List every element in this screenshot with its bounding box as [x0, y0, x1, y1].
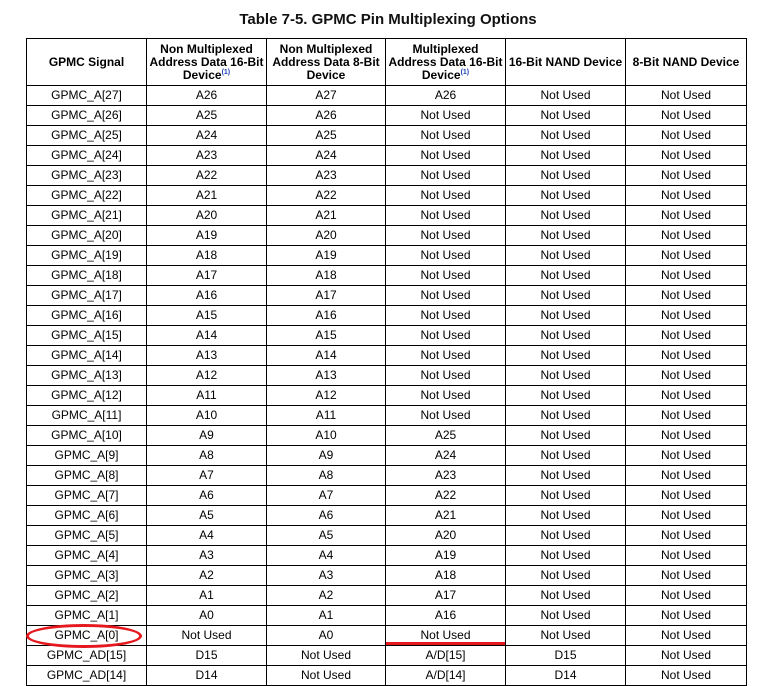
table-cell: A0	[147, 606, 267, 626]
table-cell: Not Used	[626, 666, 747, 686]
signal-name-cell: GPMC_A[21]	[27, 206, 147, 226]
table-cell: A2	[267, 586, 386, 606]
signal-name-cell: GPMC_A[9]	[27, 446, 147, 466]
table-row	[27, 486, 747, 506]
table-cell: Not Used	[506, 626, 626, 646]
table-cell: Not Used	[386, 266, 506, 286]
table-cell: A19	[147, 226, 267, 246]
table-cell: A17	[267, 286, 386, 306]
table-cell: A4	[267, 546, 386, 566]
table-cell: A25	[267, 126, 386, 146]
table-row	[27, 146, 747, 166]
table-row	[27, 546, 747, 566]
signal-name-cell: GPMC_A[0]	[27, 626, 147, 646]
table-cell: A/D[15]	[386, 646, 506, 666]
signal-name-cell: GPMC_A[15]	[27, 326, 147, 346]
signal-name-cell: GPMC_A[3]	[27, 566, 147, 586]
table-cell: Not Used	[626, 146, 747, 166]
table-cell: Not Used	[626, 486, 747, 506]
header-non-mux-16bit: Non Multiplexed Address Data 16-Bit Device$^{(1)}$	[147, 39, 267, 86]
table-row	[27, 186, 747, 206]
table-cell: Not Used	[626, 526, 747, 546]
table-cell: Not Used	[626, 186, 747, 206]
table-cell: Not Used	[386, 306, 506, 326]
header-8bit-nand: 8-Bit NAND Device	[626, 39, 747, 86]
table-cell: A3	[147, 546, 267, 566]
table-cell: Not Used	[626, 226, 747, 246]
table-cell: A7	[267, 486, 386, 506]
signal-name-cell: GPMC_A[20]	[27, 226, 147, 246]
table-cell: A23	[267, 166, 386, 186]
table-title: Table 7-5. GPMC Pin Multiplexing Options	[239, 11, 537, 28]
signal-name-cell: GPMC_A[26]	[27, 106, 147, 126]
table-cell: A16	[267, 306, 386, 326]
table-cell: Not Used	[626, 366, 747, 386]
table-cell: Not Used	[386, 366, 506, 386]
table-cell: A21	[267, 206, 386, 226]
table-body	[27, 86, 747, 686]
table-row	[27, 626, 747, 646]
table-cell: Not Used	[626, 606, 747, 626]
table-cell: A23	[386, 466, 506, 486]
table-cell: Not Used	[626, 306, 747, 326]
table-cell: A24	[386, 446, 506, 466]
table-cell: A9	[267, 446, 386, 466]
table-cell: A25	[147, 106, 267, 126]
table-cell: A21	[147, 186, 267, 206]
table-row	[27, 566, 747, 586]
table-cell: Not Used	[626, 326, 747, 346]
signal-name-cell: GPMC_A[22]	[27, 186, 147, 206]
table-cell: A24	[147, 126, 267, 146]
table-cell: Not Used	[386, 326, 506, 346]
table-cell: Not Used	[626, 206, 747, 226]
signal-name-cell: GPMC_A[23]	[27, 166, 147, 186]
table-row	[27, 166, 747, 186]
table-row	[27, 646, 747, 666]
table-cell: A8	[267, 466, 386, 486]
table-cell: Not Used	[626, 646, 747, 666]
table-cell: Not Used	[626, 626, 747, 646]
table-cell: Not Used	[506, 586, 626, 606]
table-cell: Not Used	[506, 486, 626, 506]
table-cell: A7	[147, 466, 267, 486]
table-cell: A13	[267, 366, 386, 386]
table-cell: A9	[147, 426, 267, 446]
table-cell: Not Used	[506, 266, 626, 286]
table-cell: Not Used	[506, 86, 626, 106]
signal-name-cell: GPMC_A[6]	[27, 506, 147, 526]
table-row	[27, 506, 747, 526]
table-cell: Not Used	[506, 186, 626, 206]
table-cell: A13	[147, 346, 267, 366]
table-cell: A2	[147, 566, 267, 586]
table-cell: Not Used	[386, 346, 506, 366]
table-cell: Not Used	[506, 226, 626, 246]
signal-name-cell: GPMC_AD[15]	[27, 646, 147, 666]
table-row	[27, 126, 747, 146]
signal-name-cell: GPMC_A[19]	[27, 246, 147, 266]
table-cell: Not Used	[267, 646, 386, 666]
table-cell: Not Used	[626, 546, 747, 566]
signal-name-cell: GPMC_A[5]	[27, 526, 147, 546]
table-cell: A26	[147, 86, 267, 106]
table-cell: Not Used	[626, 466, 747, 486]
header-mux-16bit: Multiplexed Address Data 16-Bit Device$^{(1)}$	[386, 39, 506, 86]
signal-name-cell: GPMC_A[7]	[27, 486, 147, 506]
header-gpmc-signal: GPMC Signal	[27, 39, 147, 86]
table-cell: A16	[386, 606, 506, 626]
table-cell: A6	[147, 486, 267, 506]
table-cell: Not Used	[267, 666, 386, 686]
table-cell: A22	[386, 486, 506, 506]
signal-name-cell: GPMC_A[1]	[27, 606, 147, 626]
table-cell: A17	[386, 586, 506, 606]
table-cell: Not Used	[506, 346, 626, 366]
table-row	[27, 226, 747, 246]
table-cell: A11	[267, 406, 386, 426]
table-cell: A11	[147, 386, 267, 406]
table-cell: Not Used	[506, 506, 626, 526]
table-cell: A10	[267, 426, 386, 446]
table-cell: Not Used	[147, 626, 267, 646]
table-cell: Not Used	[386, 146, 506, 166]
table-cell: A22	[147, 166, 267, 186]
table-cell: Not Used	[506, 246, 626, 266]
table-cell: Not Used	[626, 586, 747, 606]
table-cell: Not Used	[506, 386, 626, 406]
table-cell: A26	[386, 86, 506, 106]
signal-name-cell: GPMC_A[18]	[27, 266, 147, 286]
signal-name-cell: GPMC_A[24]	[27, 146, 147, 166]
table-cell: A14	[147, 326, 267, 346]
table-cell: Not Used	[506, 526, 626, 546]
table-cell: Not Used	[506, 326, 626, 346]
table-cell: Not Used	[626, 346, 747, 366]
table-cell: Not Used	[386, 186, 506, 206]
table-cell: Not Used	[386, 206, 506, 226]
table-cell: Not Used	[506, 106, 626, 126]
table-cell: Not Used	[506, 426, 626, 446]
table-row	[27, 86, 747, 106]
table-cell: A/D[14]	[386, 666, 506, 686]
table-row	[27, 526, 747, 546]
table-cell: A19	[267, 246, 386, 266]
table-cell: Not Used	[506, 546, 626, 566]
table-cell: Not Used	[506, 366, 626, 386]
table-cell: Not Used	[506, 206, 626, 226]
table-cell: Not Used	[386, 406, 506, 426]
table-cell: Not Used	[386, 286, 506, 306]
table-cell: A27	[267, 86, 386, 106]
table-cell: Not Used	[506, 406, 626, 426]
signal-name-cell: GPMC_A[25]	[27, 126, 147, 146]
table-cell: A12	[267, 386, 386, 406]
table-row	[27, 366, 747, 386]
table-cell: Not Used	[506, 566, 626, 586]
footnote-ref[interactable]: (1)	[460, 68, 470, 76]
table-cell: A18	[147, 246, 267, 266]
table-cell: Not Used	[506, 126, 626, 146]
table-cell: A1	[267, 606, 386, 626]
table-cell: Not Used	[386, 226, 506, 246]
table-cell: D14	[147, 666, 267, 686]
table-cell: Not Used	[626, 86, 747, 106]
table-cell: Not Used	[626, 566, 747, 586]
table-cell: Not Used	[626, 386, 747, 406]
table-row	[27, 586, 747, 606]
table-cell: Not Used	[386, 126, 506, 146]
table-cell: A26	[267, 106, 386, 126]
table-header-row	[27, 39, 747, 86]
table-cell: Not Used	[506, 166, 626, 186]
table-cell: A5	[147, 506, 267, 526]
signal-name-cell: GPMC_A[2]	[27, 586, 147, 606]
table-cell: A21	[386, 506, 506, 526]
table-cell: Not Used	[386, 386, 506, 406]
table-cell: A24	[267, 146, 386, 166]
table-row	[27, 326, 747, 346]
table-cell: Not Used	[506, 466, 626, 486]
header-16bit-nand: 16-Bit NAND Device	[506, 39, 626, 86]
table-cell: A16	[147, 286, 267, 306]
table-cell: A3	[267, 566, 386, 586]
table-row	[27, 346, 747, 366]
gpmc-pin-mux-table	[26, 38, 747, 686]
table-cell: A10	[147, 406, 267, 426]
table-cell: Not Used	[626, 446, 747, 466]
table-cell: A20	[147, 206, 267, 226]
table-cell: Not Used	[626, 246, 747, 266]
signal-name-cell: GPMC_A[12]	[27, 386, 147, 406]
table-cell: Not Used	[626, 506, 747, 526]
table-cell: Not Used	[386, 626, 506, 646]
table-cell: D14	[506, 666, 626, 686]
table-cell: A15	[147, 306, 267, 326]
signal-name-cell: GPMC_AD[14]	[27, 666, 147, 686]
table-cell: A1	[147, 586, 267, 606]
signal-name-cell: GPMC_A[8]	[27, 466, 147, 486]
table-row	[27, 466, 747, 486]
table-cell: A25	[386, 426, 506, 446]
table-cell: A5	[267, 526, 386, 546]
table-cell: A17	[147, 266, 267, 286]
table-cell: A20	[267, 226, 386, 246]
table-cell: Not Used	[386, 166, 506, 186]
table-row	[27, 606, 747, 626]
table-cell: Not Used	[506, 606, 626, 626]
table-row	[27, 286, 747, 306]
table-cell: A18	[386, 566, 506, 586]
signal-name-cell: GPMC_A[10]	[27, 426, 147, 446]
table-cell: Not Used	[626, 266, 747, 286]
footnote-ref[interactable]: (1)	[221, 68, 231, 76]
table-cell: Not Used	[386, 246, 506, 266]
table-cell: A6	[267, 506, 386, 526]
table-cell: Not Used	[626, 426, 747, 446]
table-cell: Not Used	[626, 406, 747, 426]
signal-name-cell: GPMC_A[13]	[27, 366, 147, 386]
table-cell: A20	[386, 526, 506, 546]
signal-name-cell: GPMC_A[16]	[27, 306, 147, 326]
table-row	[27, 106, 747, 126]
table-row	[27, 386, 747, 406]
table-row	[27, 266, 747, 286]
table-cell: Not Used	[386, 106, 506, 126]
table-cell: A19	[386, 546, 506, 566]
table-row	[27, 426, 747, 446]
table-cell: Not Used	[626, 286, 747, 306]
table-row	[27, 206, 747, 226]
table-cell: A12	[147, 366, 267, 386]
table-cell: A22	[267, 186, 386, 206]
table-cell: A0	[267, 626, 386, 646]
table-row	[27, 306, 747, 326]
table-cell: A18	[267, 266, 386, 286]
table-cell: A23	[147, 146, 267, 166]
table-cell: Not Used	[506, 146, 626, 166]
table-cell: Not Used	[626, 126, 747, 146]
table-row	[27, 246, 747, 266]
table-cell: Not Used	[506, 306, 626, 326]
table-row	[27, 446, 747, 466]
signal-name-cell: GPMC_A[4]	[27, 546, 147, 566]
table-cell: D15	[506, 646, 626, 666]
signal-name-cell: GPMC_A[11]	[27, 406, 147, 426]
table-cell: D15	[147, 646, 267, 666]
table-cell: Not Used	[626, 106, 747, 126]
signal-name-cell: GPMC_A[17]	[27, 286, 147, 306]
signal-name-cell: GPMC_A[14]	[27, 346, 147, 366]
table-cell: A4	[147, 526, 267, 546]
table-row	[27, 406, 747, 426]
table-cell: A8	[147, 446, 267, 466]
table-cell: Not Used	[506, 446, 626, 466]
table-cell: Not Used	[506, 286, 626, 306]
header-non-mux-8bit: Non Multiplexed Address Data 8-Bit Device	[267, 39, 386, 86]
table-cell: A15	[267, 326, 386, 346]
table-row	[27, 666, 747, 686]
table-cell: Not Used	[626, 166, 747, 186]
table-cell: A14	[267, 346, 386, 366]
signal-name-cell: GPMC_A[27]	[27, 86, 147, 106]
